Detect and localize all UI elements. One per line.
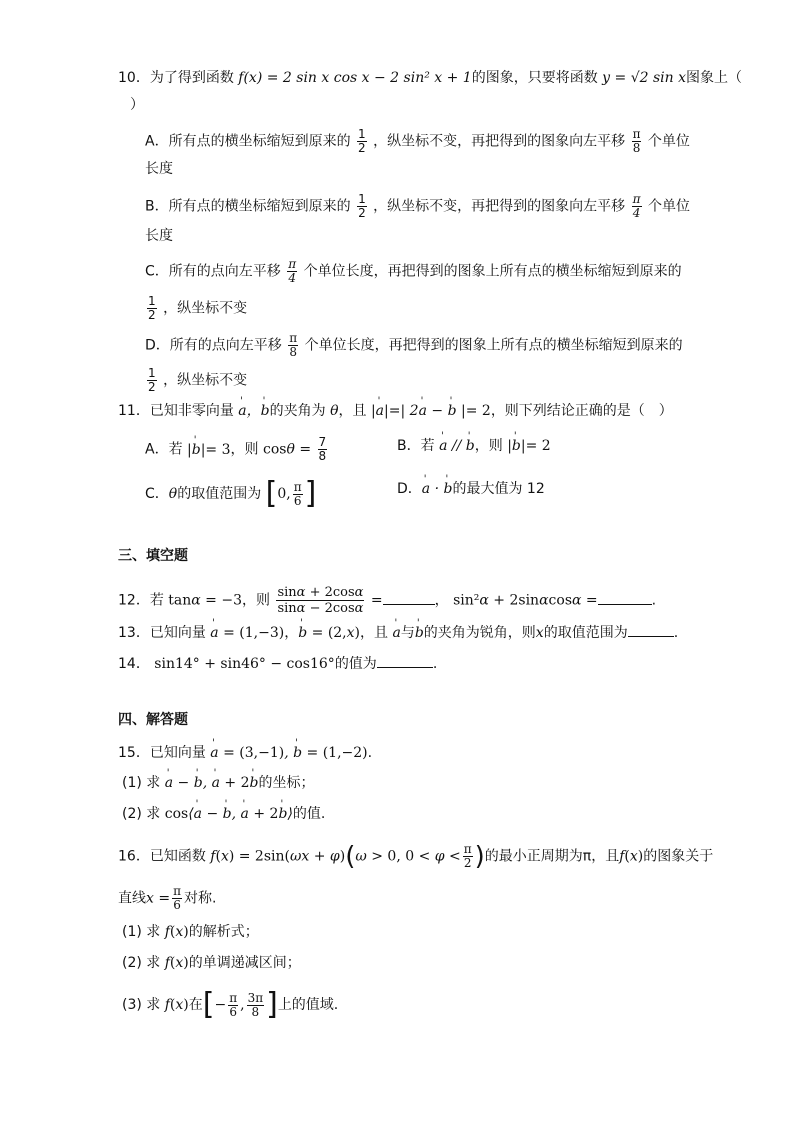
q11-d-text-2: 的最大值为 12 (452, 481, 545, 497)
q11-stem-text-3: ，且 (338, 403, 367, 419)
fraction-7-8: $\frac{7}{8}$ (318, 435, 327, 463)
q10-a-text-4: 长度 (145, 161, 173, 177)
q10-c-text-3: ，纵坐标不变 (163, 300, 248, 317)
q10-function: f(x) = 2 sin x cos x − 2 sin² x + 1 (238, 70, 472, 86)
fraction-half: $\frac{1}{2}$ (358, 127, 366, 155)
q16-p3-label: (3) 求 (122, 997, 161, 1013)
q11-option-a: A．若 |' b|= 3，则 cosθ = $\frac{7}{8}$ (145, 436, 329, 463)
q13: 13．已知向量 ' a = (1,−3)，' b = (2,x)，且 ' a与' b的夹角为锐角，则x的取值范围为 . (118, 622, 678, 643)
q16-p1-text: 的解析式； (188, 924, 259, 940)
fraction-pi-4: $\frac{\pi}{4}$ (288, 257, 297, 285)
q15-number: 15． (118, 745, 150, 761)
q10-c-text-2: 个单位长度，再把得到的图象上所有点的横坐标缩短到原来的 (303, 263, 682, 280)
q11-stem-text-4: ，则下列结论正确的是（ ） (490, 403, 673, 419)
answer-blank[interactable] (383, 590, 435, 605)
q10-stem-text-3: 图象上（ (686, 70, 743, 86)
q11-option-b: B．若 ' a // ' b，则 |' b|= 2 (397, 436, 551, 456)
q11-c-text: C． (145, 486, 169, 502)
q16-p3-text: 在 (188, 997, 203, 1013)
q10-b-text-2: ，纵坐标不变，再把得到的图象向左平移 (373, 198, 626, 215)
q16-text: 已知函数 (149, 848, 206, 865)
q13-number: 13． (118, 625, 150, 641)
q10-d-text-2: 个单位长度，再把得到的图象上所有点的横坐标缩短到原来的 (304, 337, 683, 354)
q16-text-2: 的最小正周期为π，且 (484, 848, 620, 865)
q15-p2-label: (2) 求 (122, 806, 161, 822)
q11-a-text: A．若 (145, 441, 183, 458)
section-heading-fill-in: 三、填空题 (118, 548, 188, 564)
q12-number: 12． (118, 592, 150, 609)
q12-text-2: ，则 (242, 592, 271, 609)
answer-blank[interactable] (377, 653, 433, 668)
q16-number: 16． (118, 848, 150, 865)
q16-text-5: 对称. (183, 890, 217, 907)
q16-p2-text: 的单调递减区间； (188, 955, 301, 971)
q12: 12．若 tanα = −3，则 $\frac{\sin\alpha + 2\cos\alpha}{\sin\alpha - 2\cos\alpha}$ = ， sin²α + 2sinαcosα = . (118, 585, 657, 616)
q16-cont: 直线x = $\frac{\pi}{6}$ 对称. (118, 884, 217, 912)
q13-text-5: 的取值范围为 (543, 625, 628, 641)
q15: 15．已知向量 ' a = (3,−1), ' b = (1,−2). (118, 743, 372, 763)
q16: 16．已知函数 f(x) = 2sin(ωx + φ)(ω > 0, 0 < φ < $\frac{\pi}{2}$ )的最小正周期为π，且f(x)的图象关于 (118, 841, 714, 872)
q15-part2: (2) 求 cos⟨' a − ' b, ' a + 2' b⟩的值. (122, 804, 325, 824)
q10-option-d (145, 332, 683, 359)
q10-a-text-3: 个单位 (647, 133, 690, 150)
fraction-expression: $\frac{\sin\alpha + 2\cos\alpha}{\sin\alpha - 2\cos\alpha}$ (277, 585, 364, 616)
q10-b-text-3: 个单位 (647, 198, 690, 215)
q11-option-d: D．' a · ' b的最大值为 12 (397, 479, 545, 499)
fraction-3pi-8: $\frac{3\pi}{8}$ (247, 990, 264, 1019)
q11-number: 11． (118, 403, 150, 419)
q10-option-a (145, 128, 690, 155)
q15-p1-label: (1) 求 (122, 775, 161, 791)
fraction-half: $\frac{1}{2}$ (148, 366, 156, 394)
q10-c-text: C．所有的点向左平移 (145, 263, 281, 280)
fraction-pi-6: $\frac{\pi}{6}$ (173, 884, 181, 912)
q10-b-text-4: 长度 (145, 228, 173, 244)
q16-p2-label: (2) 求 (122, 955, 161, 971)
q16-p1-label: (1) 求 (122, 924, 161, 940)
fraction-pi-8: $\frac{\pi}{8}$ (289, 331, 298, 359)
q10-option-c-cont (145, 295, 247, 322)
fraction-pi-8: $\frac{\pi}{8}$ (632, 127, 641, 155)
section-heading-answer: 四、解答题 (118, 712, 188, 728)
q10-option-d-cont (145, 367, 247, 394)
q10-b-text: B．所有点的横坐标缩短到原来的 (145, 198, 351, 215)
q11-option-c: C．θ的取值范围为 [0, $\frac{\pi}{6}$ ] (145, 476, 317, 511)
q10-stem (118, 68, 742, 88)
q10-d-text-3: ，纵坐标不变 (163, 372, 248, 389)
q10-a-text: A．所有点的横坐标缩短到原来的 (145, 133, 351, 150)
q16-text-3: 的图象关于 (643, 848, 714, 865)
fraction-pi-2: $\frac{\pi}{2}$ (463, 842, 472, 870)
q11-stem: 11．已知非零向量 ' a，' b的夹角为 θ，且 |' a|=| 2' a − ' b |= 2，则下列结论正确的是（ ） (118, 401, 673, 421)
q16-text-4: 直线 (118, 890, 146, 907)
q15-p2-text: 的值. (292, 806, 326, 822)
q15-p1-text: 的坐标； (258, 775, 315, 791)
q12-text-3: ， (434, 592, 449, 609)
fraction-half: $\frac{1}{2}$ (148, 294, 156, 322)
q16-part3: (3) 求 f(x)在[− $\frac{\pi}{6}$ , $\frac{3\pi}{8}$ ]上的值域. (122, 987, 339, 1022)
q10-option-c (145, 258, 682, 285)
q11-stem-text: 已知非零向量 (149, 403, 234, 419)
q14-text: 的值为 (334, 656, 377, 672)
answer-blank[interactable] (628, 622, 674, 637)
q16-part1: (1) 求 f(x)的解析式； (122, 924, 259, 940)
q10-function-2: y = √2 sin x (602, 70, 687, 86)
q10-stem-text-2: 的图象，只要将函数 (471, 70, 598, 86)
q11-a-text-2: ，则 (230, 441, 259, 458)
q12-text: 若 (149, 592, 164, 609)
q14-number: 14． (118, 656, 150, 672)
q11-b-text-2: ，则 (474, 438, 503, 454)
q10-option-b (145, 193, 690, 220)
q11-stem-text-2: 的夹角为 (269, 403, 326, 419)
q13-text: 已知向量 (149, 625, 206, 641)
q14: 14． sin14° + sin46° − cos16°的值为 . (118, 653, 437, 674)
fraction-half: $\frac{1}{2}$ (358, 192, 366, 220)
q11-b-text: B．若 (397, 438, 435, 454)
q15-part1: (1) 求 ' a − ' b, ' a + 2' b的坐标； (122, 773, 315, 793)
q11-d-text: D． (397, 481, 422, 497)
q13-text-3: 与 (400, 625, 415, 641)
fraction-pi-4: $\frac{\pi}{4}$ (632, 192, 641, 220)
q16-p3-text-2: 上的值域. (277, 997, 339, 1013)
answer-blank[interactable] (598, 590, 652, 605)
q10-close-paren: ） (130, 97, 144, 113)
q16-part2: (2) 求 f(x)的单调递减区间； (122, 955, 301, 971)
q13-text-2: ，且 (360, 625, 389, 641)
q15-text: 已知向量 (149, 745, 206, 761)
q13-text-4: 的夹角为锐角，则 (423, 625, 536, 641)
fraction-pi-6: $\frac{\pi}{6}$ (293, 479, 302, 508)
q10-number: 10． (118, 70, 150, 86)
q10-stem-text: 为了得到函数 (149, 70, 234, 86)
q10-d-text: D．所有的点向左平移 (145, 337, 282, 354)
q11-c-text-2: 的取值范围为 (177, 486, 262, 502)
fraction-pi-6: $\frac{\pi}{6}$ (229, 990, 238, 1019)
q10-a-text-2: ，纵坐标不变，再把得到的图象向左平移 (373, 133, 626, 150)
